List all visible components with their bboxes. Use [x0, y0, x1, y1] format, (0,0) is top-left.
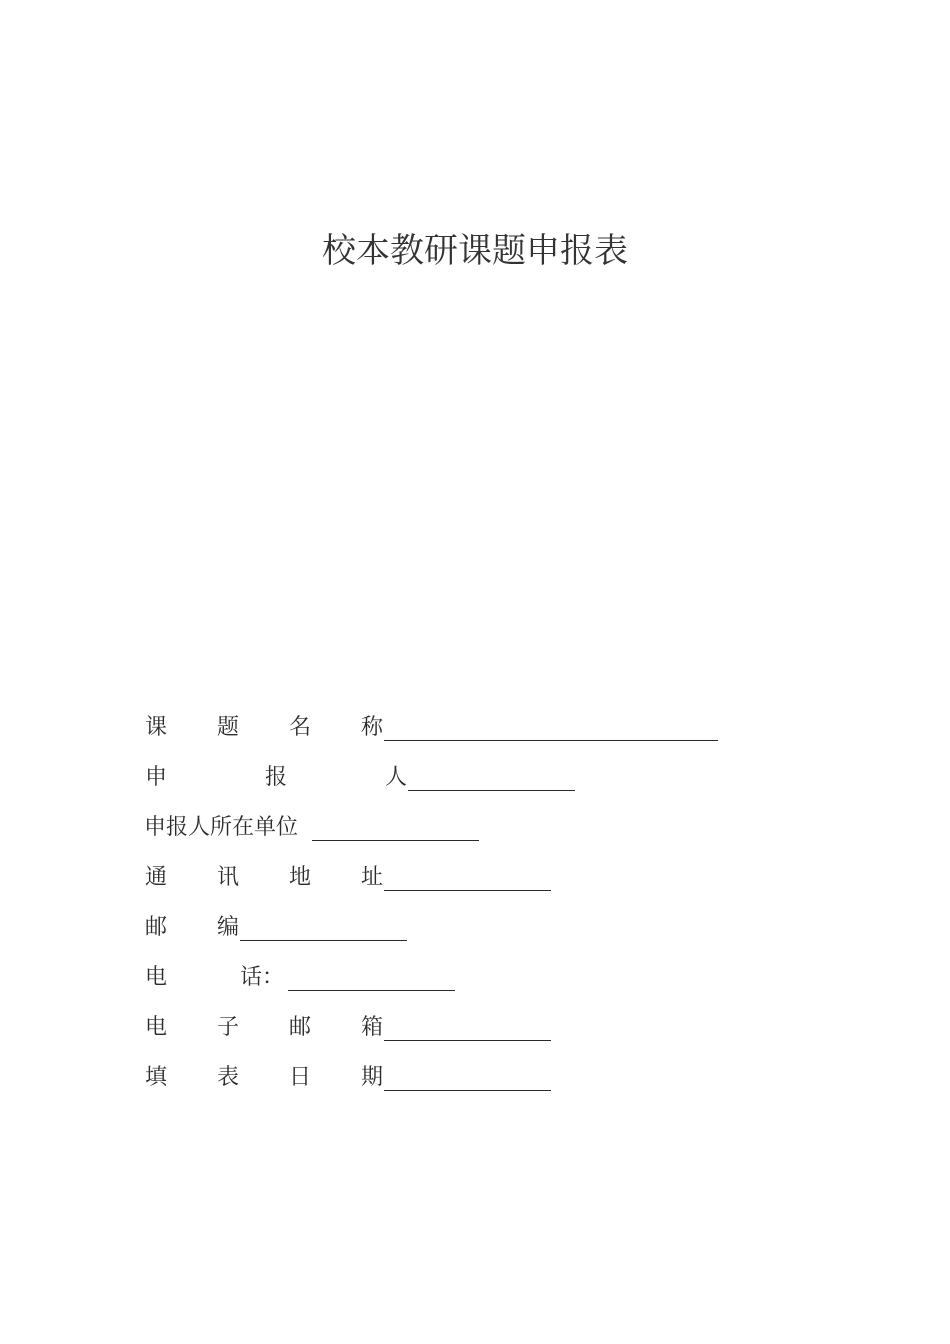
- field-label-char: 填: [144, 1065, 167, 1090]
- field-label-char: 邮: [288, 1015, 311, 1040]
- field-label-char: 名: [288, 715, 311, 740]
- field-label-char: 电: [144, 1015, 167, 1040]
- field-label-char: 话：: [240, 965, 285, 990]
- fill-date-input-line[interactable]: [384, 1090, 551, 1091]
- field-label: 申报人所在单位: [144, 815, 299, 840]
- field-address: [144, 863, 554, 893]
- address-input-line[interactable]: [384, 890, 551, 891]
- field-topic-name: [144, 713, 724, 743]
- field-label-char: 人: [384, 765, 407, 790]
- page-title: 校本教研课题申报表: [322, 231, 628, 271]
- field-label-char: 讯: [216, 865, 239, 890]
- field-label-char: 邮: [144, 915, 167, 940]
- field-phone: [144, 963, 464, 993]
- field-label-char: 题: [216, 715, 239, 740]
- postcode-input-line[interactable]: [240, 940, 407, 941]
- field-label-char: 称: [360, 715, 383, 740]
- field-label-char: 表: [216, 1065, 239, 1090]
- applicant-input-line[interactable]: [408, 790, 575, 791]
- field-label-char: 期: [360, 1065, 383, 1090]
- field-applicant: [144, 763, 584, 793]
- field-email: [144, 1013, 554, 1043]
- field-label-char: 电: [144, 965, 167, 990]
- field-label-char: 课: [144, 715, 167, 740]
- applicant-unit-input-line[interactable]: [312, 840, 479, 841]
- phone-input-line[interactable]: [288, 990, 455, 991]
- field-label-char: 申: [144, 765, 167, 790]
- field-fill-date: [144, 1063, 554, 1093]
- topic-name-input-line[interactable]: [384, 740, 718, 741]
- field-label-char: 址: [360, 865, 383, 890]
- field-postcode: [144, 913, 414, 943]
- field-label-char: 箱: [360, 1015, 383, 1040]
- field-label-char: 报: [264, 765, 287, 790]
- field-label-char: 编: [216, 915, 239, 940]
- field-label-char: 通: [144, 865, 167, 890]
- field-label-char: 日: [288, 1065, 311, 1090]
- email-input-line[interactable]: [384, 1040, 551, 1041]
- field-label-char: 子: [216, 1015, 239, 1040]
- field-label-char: 地: [288, 865, 311, 890]
- field-applicant-unit: [144, 813, 484, 843]
